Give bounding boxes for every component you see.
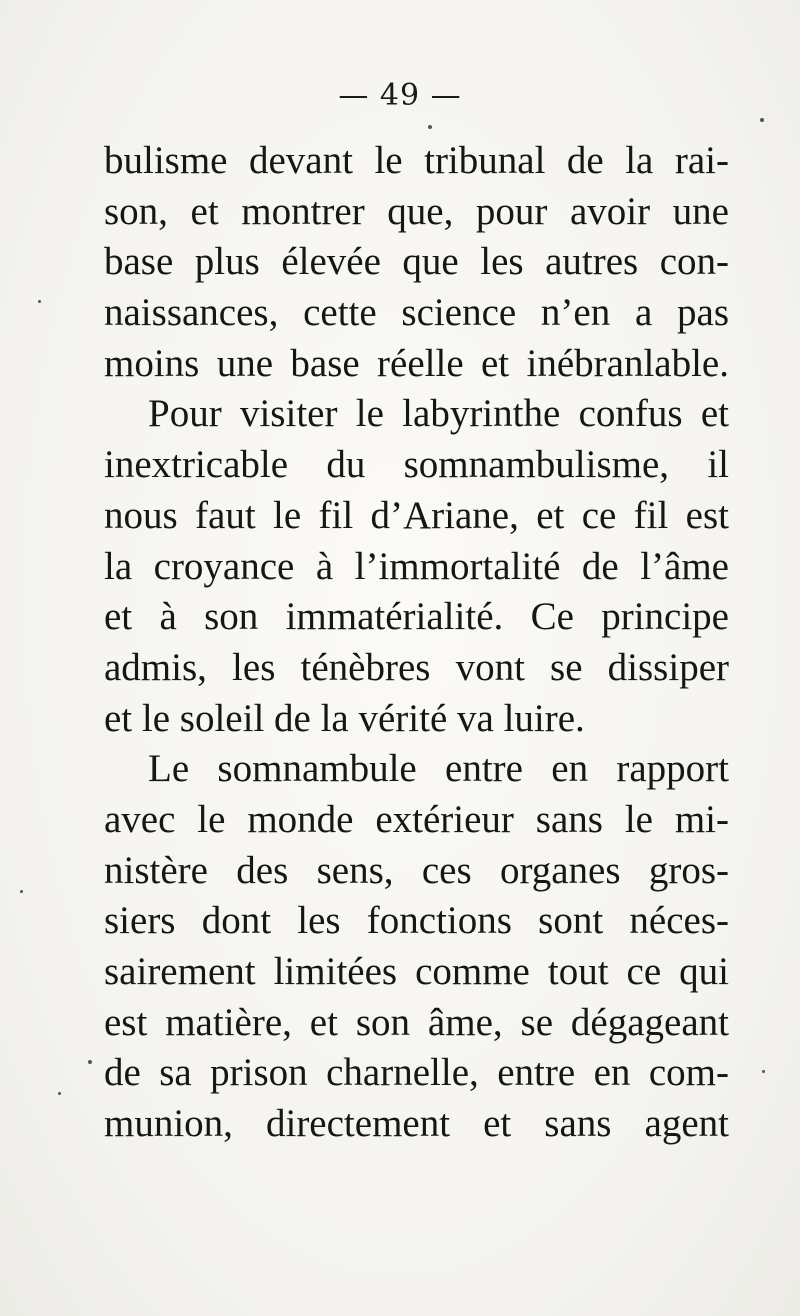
paper-speck [428,125,432,129]
page-number: — 49 — [338,78,462,113]
body-text [104,136,729,1150]
text-line: avec le monde extérieur sans le mi- [104,797,729,841]
text-line: naissances, cette science n’en a pas [104,291,729,335]
text-line: est matière, et son âme, se dégageant [104,1000,729,1044]
text-line: Le somnambule entre en rapport [148,747,729,791]
text-line: la croyance à l’immortalité de l’âme [104,544,729,588]
text-line: et à son immatérialité. Ce principe [104,595,729,639]
text-line: admis, les ténèbres vont se dissiper [104,645,729,689]
text-line: bulisme devant le tribunal de la rai- [104,139,729,182]
text-line: inextricable du somnambulisme, il [104,443,729,487]
text-line: son, et montrer que, pour avoir une [104,189,729,233]
paper-speck [760,118,764,122]
paper-speck [58,1092,61,1095]
text-line: munion, directement et sans agent [104,1102,729,1146]
text-line: base plus élevée que les autres con- [104,240,729,284]
text-line: moins une base réelle et inébranlable. [104,341,729,385]
text-line: nistère des sens, ces organes gros- [104,848,729,892]
paper-speck [20,890,23,893]
text-line: siers dont les fonctions sont néces- [104,899,729,943]
text-line: de sa prison charnelle, entre en com- [104,1051,729,1095]
text-line: sairement limitées comme tout ce qui [104,950,729,993]
text-line: Pour visiter le labyrinthe confus et [148,392,729,436]
text-line: nous faut le fil d’Ariane, et ce fil est [104,493,729,537]
text-line: et le soleil de la vérité va luire. [104,696,585,740]
paper-speck [38,300,41,303]
paper-speck [88,1060,92,1064]
paper-speck [762,1070,765,1073]
